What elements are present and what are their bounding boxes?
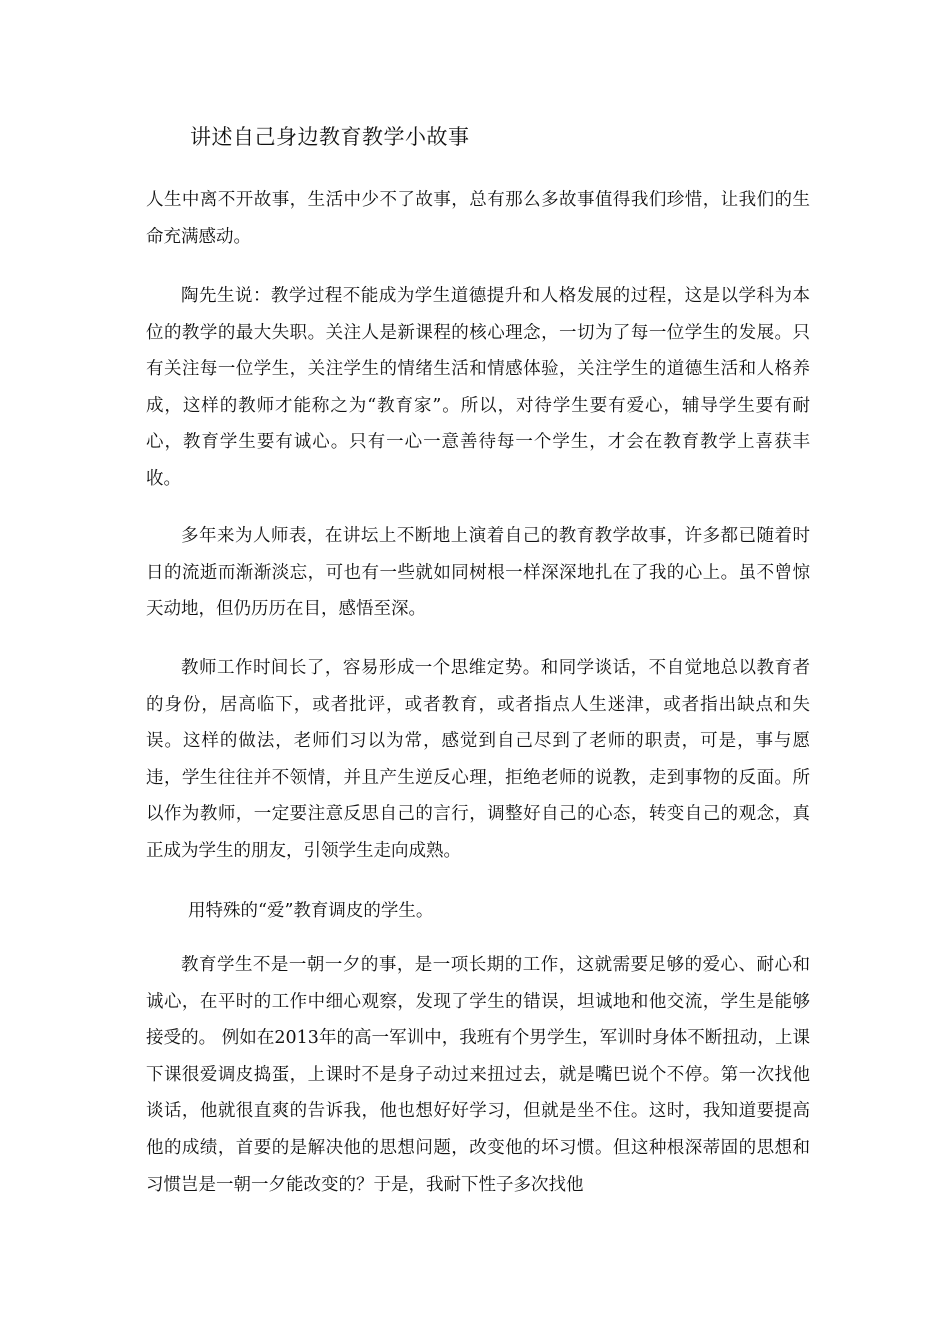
document-title: 讲述自己身边教育教学小故事 [190, 125, 470, 149]
section-subheading: 用特殊的“爱”教育调皮的学生。 [188, 901, 434, 921]
paragraph-tao: 陶先生说：教学过程不能成为学生道德提升和人格发展的过程，这是以学科为本位的教学的最大失职。关注人是新课程的核心理念，一切为了每一位学生的发展。只有关注每一位学生，关注学生的情绪生活和情感体验，关注学生的道德生活和人格养成，这样的教师才能称之为“教育家”。所以，对待学生要有爱心，辅导学生要有耐心，教育学生要有诚心。只有一心一意善待每一个学生，才会在教育教学上喜获丰收。 [146, 286, 810, 489]
paragraph-years: 多年来为人师表，在讲坛上不断地上演着自己的教育教学故事，许多都已随着时日的流逝而渐渐淡忘，可也有一些就如同树根一样深深地扎在了我的心上。虽不曾惊天动地，但仍历历在目，感悟至深。 [146, 526, 810, 620]
paragraph-intro: 人生中离不开故事，生活中少不了故事，总有那么多故事值得我们珍惜，让我们的生命充满感动。 [146, 190, 810, 247]
paragraph-mindset: 教师工作时间长了，容易形成一个思维定势。和同学谈话，不自觉地总以教育者的身份，居高临下，或者批评，或者教育，或者指点人生迷津，或者指出缺点和失误。这样的做法，老师们习以为常，感觉到自己尽到了老师的职责，可是，事与愿违，学生往往并不领情，并且产生逆反心理，拒绝老师的说教，走到事物的反面。所以作为教师，一定要注意反思自己的言行，调整好自己的心态，转变自己的观念，真正成为学生的朋友，引领学生走向成熟。 [146, 658, 810, 861]
paragraph-example: 教育学生不是一朝一夕的事，是一项长期的工作，这就需要足够的爱心、耐心和诚心，在平时的工作中细心观察，发现了学生的错误，坦诚地和他交流，学生是能够接受的。 例如在2013年的高一军训中，我班有个男学生，军训时身体不断扭动，上课下课很爱调皮捣蛋，上课时不是身子动过来扭过去，就是嘴巴说个不停。第一次找他谈话，他就很直爽的告诉我，他也想好好学习，但就是坐不住。这时，我知道要提高他的成绩，首要的是解决他的思想问题，改变他的坏习惯。但这种根深蒂固的思想和习惯岂是一朝一夕能改变的？于是，我耐下性子多次找他 [146, 955, 810, 1195]
